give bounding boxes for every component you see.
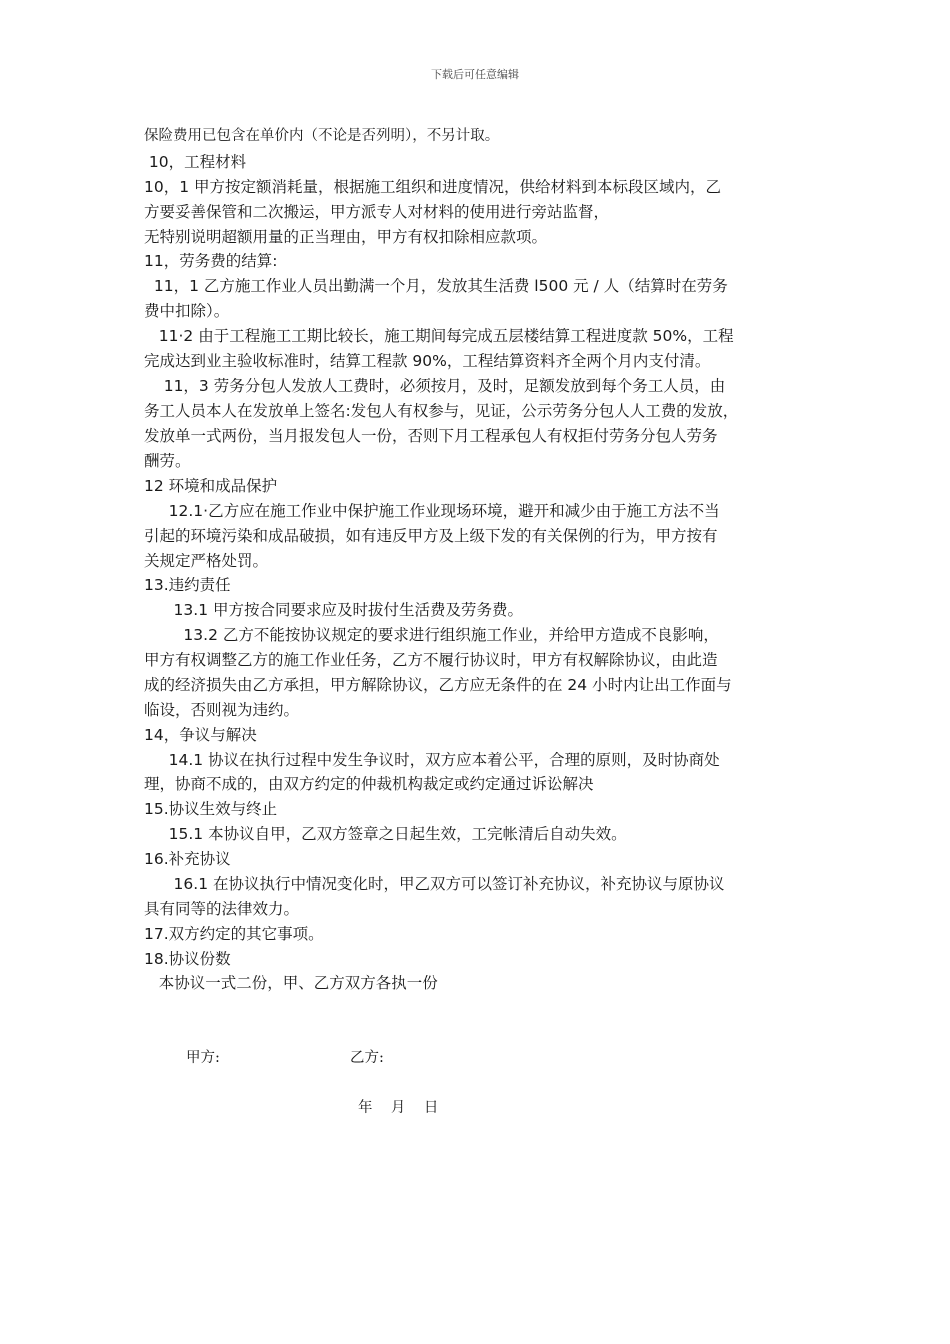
- text-line: 关规定严格处罚。: [144, 552, 269, 570]
- text-line: 13.2 乙方不能按协议规定的要求进行组织施工作业，并给甲方造成不良影响，: [144, 626, 719, 644]
- section-heading: 13.违约责任: [144, 576, 231, 594]
- text-line: 13.1 甲方按合同要求应及时拔付生活费及劳务费。: [144, 601, 524, 619]
- text-line: 无特别说明超额用量的正当理由，甲方有权扣除相应款项。: [144, 228, 548, 246]
- text-line: 甲方有权调整乙方的施工作业任务，乙方不履行协议时，甲方有权解除协议，由此造: [144, 651, 718, 669]
- text-line: 本协议一式二份，甲、乙方双方各执一份: [144, 974, 438, 992]
- text-line: 12.1·乙方应在施工作业中保护施工作业现场环境，避开和减少由于施工方法不当: [144, 502, 720, 520]
- text-line: 11·2 由于工程施工工期比较长，施工期间每完成五层楼结算工程进度款 50%，工程: [144, 327, 734, 345]
- text-line: 10，1 甲方按定额消耗量，根据施工组织和进度情况，供给材料到本标段区域内，乙: [144, 178, 722, 196]
- section-heading: 15.协议生效与终止: [144, 800, 278, 818]
- party-b-signature-label: 乙方:: [350, 1050, 384, 1066]
- text-line: 11，3 劳务分包人发放人工费时，必须按月，及时，足额发放到每个务工人员，由: [144, 377, 726, 395]
- party-a-signature-label: 甲方:: [186, 1050, 220, 1066]
- section-heading: 14，争议与解决: [144, 726, 257, 744]
- section-heading: 17.双方约定的其它事项。: [144, 925, 324, 943]
- text-line: 16.1 在协议执行中情况变化时，甲乙双方可以签订补充协议，补充协议与原协议: [144, 875, 725, 893]
- section-heading: 16.补充协议: [144, 850, 231, 868]
- text-line: 引起的环境污染和成品破损，如有违反甲方及上级下发的有关保例的行为，甲方按有: [144, 527, 718, 545]
- text-line: 费中扣除）。: [144, 302, 230, 320]
- page-header: 下载后可任意编辑: [431, 68, 519, 81]
- text-line: 临设，否则视为违约。: [144, 701, 300, 719]
- text-line: 成的经济损失由乙方承担，甲方解除协议，乙方应无条件的在 24 小时内让出工作面与: [144, 676, 732, 694]
- text-line: 务工人员本人在发放单上签名:发包人有权参与，见证，公示劳务分包人人工费的发放，: [144, 402, 739, 420]
- text-line: 具有同等的法律效力。: [144, 900, 300, 918]
- text-line: 发放单一式两份，当月报发包人一份，否则下月工程承包人有权拒付劳务分包人劳务: [144, 427, 718, 445]
- signature-date: 年 月 日: [358, 1100, 439, 1116]
- text-line: 理，协商不成的，由双方约定的仲裁机构裁定或约定通过诉讼解决: [144, 775, 594, 793]
- text-line: 方要妥善保管和二次搬运，甲方派专人对材料的使用进行旁站监督，: [144, 203, 610, 221]
- text-line: 15.1 本协议自甲，乙双方签章之日起生效，工完帐清后自动失效。: [144, 825, 627, 843]
- section-heading: 12 环境和成品保护: [144, 477, 278, 495]
- section-heading: 18.协议份数: [144, 950, 231, 968]
- section-heading: 10，工程材料: [144, 153, 247, 171]
- text-line: 11，1 乙方施工作业人员出勤满一个月，发放其生活费 l500 元 / 人（结算时在劳务: [144, 277, 728, 295]
- text-line: 酬劳。: [144, 452, 191, 470]
- text-line: 14.1 协议在执行过程中发生争议时，双方应本着公平，合理的原则，及时协商处: [144, 751, 720, 769]
- text-line: 完成达到业主验收标准时，结算工程款 90%，工程结算资料齐全两个月内支付清。: [144, 352, 711, 370]
- section-heading: 11，劳务费的结算:: [144, 252, 278, 270]
- text-line: 保险费用已包含在单价内（不论是否列明），不另计取。: [144, 128, 500, 144]
